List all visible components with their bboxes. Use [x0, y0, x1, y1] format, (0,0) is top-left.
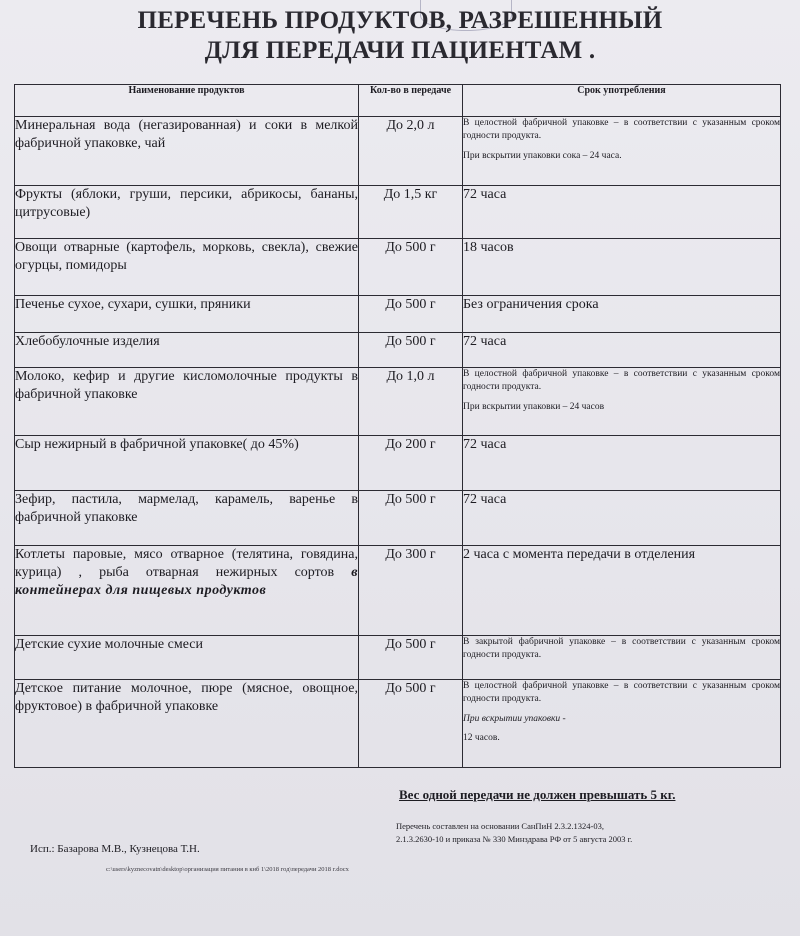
term-text: 2 часа с момента передачи в отделения [463, 547, 696, 562]
table-row [15, 636, 781, 680]
row-qty: До 1,0 л [359, 368, 463, 436]
row-name: Молоко, кефир и другие кисломолочные продукты в фабричной упаковке [15, 368, 359, 436]
row-term [463, 186, 781, 239]
row-term [463, 546, 781, 636]
term-text: 72 часа [463, 437, 507, 452]
row-name: Печенье сухое, сухари, сушки, пряники [15, 296, 359, 333]
term-note: При вскрытии упаковки сока – 24 часа. [463, 151, 622, 161]
term-note: При вскрытии упаковки – 24 часов [463, 402, 605, 412]
row-qty: До 500 г [359, 636, 463, 680]
term-text: В целостной фабричной упаковке – в соответствии с указанным сроком годности продукта. [463, 118, 780, 141]
header-term: Срок употребления [463, 85, 781, 117]
row-name [15, 546, 359, 636]
title-line-2: ДЛЯ ПЕРЕДАЧИ ПАЦИЕНТАМ . [204, 37, 596, 64]
row-qty: До 500 г [359, 491, 463, 546]
row-qty: До 300 г [359, 546, 463, 636]
term-text: 72 часа [463, 334, 507, 349]
table-row [15, 186, 781, 239]
row-name-emphasis: в контейнерах для пищевых продуктов [15, 565, 358, 598]
term-text: В целостной фабричной упаковке – в соответствии с указанным сроком годности продукта. [463, 369, 780, 392]
table-row [15, 296, 781, 333]
term-text: 18 часов [463, 240, 514, 255]
authors: Исп.: Базарова М.В., Кузнецова Т.Н. [30, 843, 200, 855]
row-term [463, 368, 781, 436]
term-text: Без ограничения срока [463, 297, 599, 312]
row-term [463, 636, 781, 680]
row-name: Зефир, пастила, мармелад, карамель, варенье в фабричной упаковке [15, 491, 359, 546]
table-header-row [15, 85, 781, 117]
row-name: Минеральная вода (негазированная) и соки в мелкой фабричной упаковке, чай [15, 117, 359, 186]
row-qty: До 1,5 кг [359, 186, 463, 239]
basis-line-1: Перечень составлен на основании СанПиН 2.3.2.1324-03, [396, 821, 604, 831]
table-row [15, 680, 781, 768]
term-text: В закрытой фабричной упаковке – в соответствии с указанным сроком годности продукта. [463, 637, 780, 660]
row-term [463, 296, 781, 333]
term-text: 72 часа [463, 492, 507, 507]
row-term [463, 117, 781, 186]
row-qty: До 500 г [359, 333, 463, 368]
file-path: c:\users\kyznecovatn\desktop\организация питания в кнб 1\2018 год\передачи 2018 г.docx [106, 866, 349, 873]
row-name-text: Котлеты паровые, мясо отварное (телятина, говядина, курица) , рыба отварная нежирных сортов [15, 547, 358, 580]
row-name: Фрукты (яблоки, груши, персики, абрикосы, бананы, цитрусовые) [15, 186, 359, 239]
row-name: Овощи отварные (картофель, морковь, свекла), свежие огурцы, помидоры [15, 239, 359, 296]
table-row [15, 368, 781, 436]
table-row [15, 491, 781, 546]
table-row [15, 546, 781, 636]
basis-line-2: 2.1.3.2630-10 и приказа № 330 Минздрава РФ от 5 августа 2003 г. [396, 834, 633, 844]
products-table [14, 84, 781, 768]
row-name: Хлебобулочные изделия [15, 333, 359, 368]
row-term [463, 333, 781, 368]
table-row [15, 333, 781, 368]
row-name: Детские сухие молочные смеси [15, 636, 359, 680]
header-name: Наименование продуктов [15, 85, 359, 117]
row-qty: До 2,0 л [359, 117, 463, 186]
table-row [15, 239, 781, 296]
weight-limit-note: Вес одной передачи не должен превышать 5 кг. [399, 787, 676, 802]
row-term [463, 436, 781, 491]
table-row [15, 436, 781, 491]
row-qty: До 200 г [359, 436, 463, 491]
row-term [463, 491, 781, 546]
row-term [463, 680, 781, 768]
row-term [463, 239, 781, 296]
row-name: Детское питание молочное, пюре (мясное, овощное, фруктовое) в фабричной упаковке [15, 680, 359, 768]
table-row [15, 117, 781, 186]
row-qty: До 500 г [359, 239, 463, 296]
header-qty: Кол-во в передаче [359, 85, 463, 117]
term-note: При вскрытии упаковки - [463, 714, 566, 724]
row-name: Сыр нежирный в фабричной упаковке( до 45%) [15, 436, 359, 491]
row-qty: До 500 г [359, 296, 463, 333]
regulation-basis [396, 820, 716, 846]
term-after: 12 часов. [463, 733, 500, 743]
term-text: 72 часа [463, 187, 507, 202]
row-qty: До 500 г [359, 680, 463, 768]
title-line-1: ПЕРЕЧЕНЬ ПРОДУКТОВ, РАЗРЕШЕННЫЙ [137, 7, 663, 34]
page-title [0, 6, 800, 66]
term-text: В целостной фабричной упаковке – в соответствии с указанным сроком годности продукта. [463, 681, 780, 704]
